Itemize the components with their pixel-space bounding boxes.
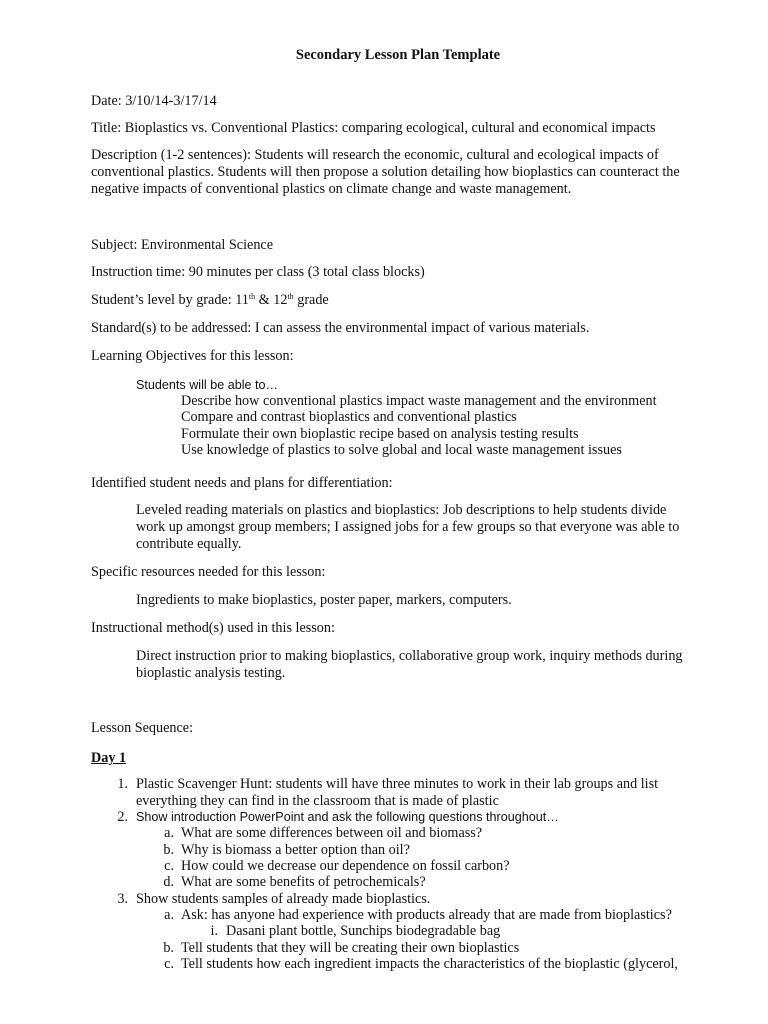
sub-item-label: b. bbox=[163, 940, 174, 956]
sub-item-text: Why is biomass a better option than oil? bbox=[181, 842, 410, 858]
date-line: Date: 3/10/14-3/17/14 bbox=[91, 93, 217, 109]
subject-line: Subject: Environmental Science bbox=[91, 237, 274, 253]
instruction-time-line: Instruction time: 90 minutes per class (3 total class blocks) bbox=[91, 264, 425, 280]
description-paragraph: Description (1-2 sentences): Students will research the economic, cultural and ecological impacts of conventional plastics. Students will then propose a solution detailing how bioplastics can counteract the negative impacts of conventional plastics on climate change and waste management. bbox=[91, 147, 680, 197]
methods-paragraph: Direct instruction prior to making bioplastics, collaborative group work, inquiry methods during bioplastic analysis testing. bbox=[136, 648, 683, 681]
grade-level-line bbox=[91, 292, 329, 309]
objective-item: Describe how conventional plastics impact waste management and the environment bbox=[181, 393, 657, 409]
sub-item-text: Tell students how each ingredient impacts the characteristics of the bioplastic (glycerol, bbox=[181, 956, 678, 972]
resources-heading: Specific resources needed for this lesson: bbox=[91, 564, 326, 580]
objective-item: Formulate their own bioplastic recipe based on analysis testing results bbox=[181, 426, 579, 442]
list-item-text: Show students samples of already made bioplastics. bbox=[136, 891, 431, 907]
objectives-lead: Students will be able to… bbox=[136, 378, 279, 392]
roman-item-text: Dasani plant bottle, Sunchips biodegradable bag bbox=[226, 923, 501, 939]
title-line: Title: Bioplastics vs. Conventional Plastics: comparing ecological, cultural and economical impacts bbox=[91, 120, 656, 136]
document-title: Secondary Lesson Plan Template bbox=[295, 47, 501, 63]
sub-item-text: What are some differences between oil and biomass? bbox=[181, 825, 483, 841]
objective-item: Use knowledge of plastics to solve global and local waste management issues bbox=[181, 442, 622, 458]
list-number: 2. bbox=[117, 809, 128, 825]
roman-item-label: i. bbox=[210, 923, 218, 939]
sub-item-label: d. bbox=[163, 874, 174, 890]
sub-item-text: Tell students that they will be creating their own bioplastics bbox=[181, 940, 520, 956]
sub-item-label: b. bbox=[163, 842, 174, 858]
objectives-heading: Learning Objectives for this lesson: bbox=[91, 348, 294, 364]
differentiation-paragraph: Leveled reading materials on plastics and bioplastics: Job descriptions to help students divide work up amongst group members; I assigned jobs for a few groups so that everyone was able to contribute equally. bbox=[136, 502, 680, 552]
grade-mid: & 12 bbox=[255, 292, 288, 308]
list-number: 3. bbox=[117, 891, 128, 907]
lesson-sequence-heading: Lesson Sequence: bbox=[91, 720, 194, 736]
sub-item-text: Ask: has anyone had experience with products already that are made from bioplastics? bbox=[181, 907, 672, 923]
differentiation-heading: Identified student needs and plans for differentiation: bbox=[91, 475, 393, 491]
sub-item-text: What are some benefits of petrochemicals? bbox=[181, 874, 426, 890]
sub-item-label: a. bbox=[164, 907, 174, 923]
grade-prefix: Student’s level by grade: 11 bbox=[91, 292, 249, 308]
grade-sup-2: th bbox=[287, 292, 294, 301]
grade-sup-1: th bbox=[248, 292, 256, 301]
objective-item: Compare and contrast bioplastics and conventional plastics bbox=[181, 409, 517, 425]
sub-item-text: How could we decrease our dependence on fossil carbon? bbox=[181, 858, 510, 874]
resources-paragraph: Ingredients to make bioplastics, poster paper, markers, computers. bbox=[136, 592, 512, 608]
grade-suffix: grade bbox=[293, 292, 329, 308]
methods-heading: Instructional method(s) used in this lesson: bbox=[91, 620, 335, 636]
list-number: 1. bbox=[117, 776, 128, 792]
sub-item-label: c. bbox=[164, 858, 174, 874]
day-1-heading: Day 1 bbox=[91, 750, 127, 766]
list-item-text: Show introduction PowerPoint and ask the following questions throughout… bbox=[136, 810, 559, 824]
sub-item-label: a. bbox=[164, 825, 174, 841]
sub-item-label: c. bbox=[164, 956, 174, 972]
standards-line: Standard(s) to be addressed: I can assess the environmental impact of various materials. bbox=[91, 320, 590, 336]
list-item-text: Plastic Scavenger Hunt: students will have three minutes to work in their lab groups and list bbox=[136, 776, 659, 792]
list-item-text: everything they can find in the classroom that is made of plastic bbox=[136, 793, 499, 809]
